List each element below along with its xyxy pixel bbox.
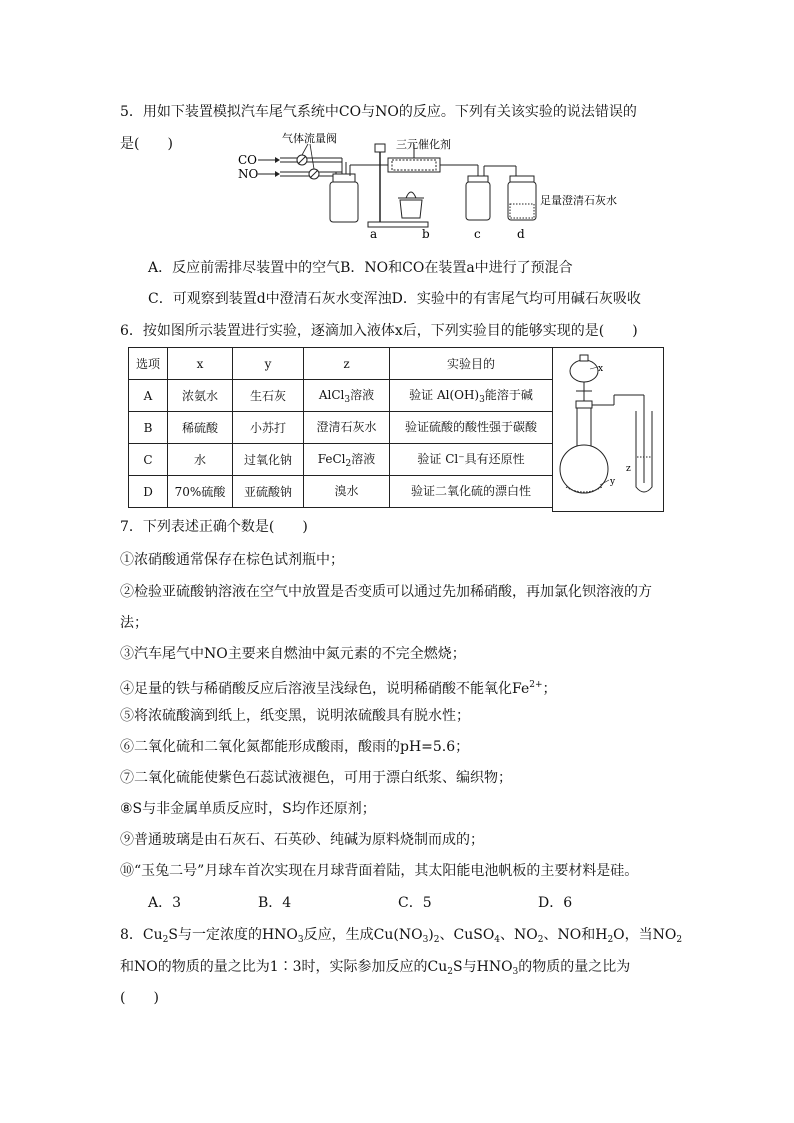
table-row [129,380,553,412]
fig-y-label: y [610,477,616,487]
q7-stem: 7．下列表述正确个数是( ) [120,519,308,535]
q7-statement-10: ⑩“玉兔二号”月球车首次实现在月球背面着陆，其太阳能电池帆板的主要材料是硅。 [120,863,639,879]
q5-options-cd: C．可观察到装置d中澄清石灰水变浑浊D．实验中的有害尾气均可用碱石灰吸收 [148,291,641,307]
y-cell: 小苏打 [233,412,304,444]
option-cell: A [129,380,168,412]
label-a: a [370,227,378,241]
q7-statement-2b: 法； [120,615,148,631]
q5-apparatus-figure [230,130,650,245]
goal-cell: 验证二氧化硫的漂白性 [390,476,553,508]
x-cell: 浓氨水 [168,380,233,412]
q7-statement-8: ⑧S与非金属单质反应时，S均作还原剂； [120,801,376,817]
q7-choice-d: D．6 [538,895,573,911]
table-header-row [129,348,553,380]
q5-stem-line1: 5．用如下装置模拟汽车尾气系统中CO与NO的反应。下列有关该实验的说法错误的 [120,104,637,120]
q7-statement-2a: ②检验亚硫酸钠溶液在空气中放置是否变质可以通过先加稀硝酸，再加氯化钡溶液的方 [120,584,652,600]
q7-statement-9: ⑨普通玻璃是由石灰石、石英砂、纯碱为原料烧制而成的； [120,832,484,848]
q7-choice-c: C．5 [398,895,432,911]
z-cell: FeCl$_2$溶液 [304,444,390,476]
q6-stem: 6．按如图所示装置进行实验，逐滴加入液体x后，下列实验目的能够实现的是( ) [120,323,638,339]
q6-apparatus-figure [552,347,664,512]
q5-options-ab: A．反应前需排尽装置中的空气B．NO和CO在装置a中进行了预混合 [148,260,573,276]
q8-stem-line3: ( ) [120,990,159,1006]
label-b: b [422,227,430,241]
z-cell: 澄清石灰水 [304,412,390,444]
table-header: x [168,348,233,380]
label-d: d [517,227,525,241]
q8-stem-line2: 和NO的物质的量之比为1∶3时，实际参加反应的$Cu_2S$与$HNO_3$的物质的量之比为 [120,959,631,977]
x-cell: 70%硫酸 [168,476,233,508]
table-header: 实验目的 [390,348,553,380]
q7-statement-5: ⑤将浓硫酸滴到纸上，纸变黑，说明浓硫酸具有脱水性； [120,708,470,724]
option-cell: D [129,476,168,508]
q7-statement-3: ③汽车尾气中NO主要来自燃油中氮元素的不完全燃烧； [120,646,466,662]
q6-table [128,347,553,508]
no-label: NO [238,167,259,181]
fig-z-label: z [626,464,631,474]
x-cell: 水 [168,444,233,476]
table-header: z [304,348,390,380]
catalyst-label: 三元催化剂 [396,138,451,151]
z-cell: AlCl$_3$溶液 [304,380,390,412]
flow-valve-label: 气体流量阀 [282,132,337,145]
label-c: c [474,227,481,241]
table-row [129,444,553,476]
table-header: 选项 [129,348,168,380]
goal-cell: 验证 Cl⁻具有还原性 [390,444,553,476]
q8-stem-line1: 8．$Cu_2S$与一定浓度的$HNO_3$反应，生成$Cu(NO_3)_2$、CuSO$_4$、$NO_2$、NO和$H_2O$，当$NO_2$ [120,927,683,945]
goal-cell: 验证硫酸的酸性强于碳酸 [390,412,553,444]
q7-statement-1: ①浓硝酸通常保存在棕色试剂瓶中； [120,552,344,568]
goal-cell: 验证 $Al(OH)_3$能溶于碱 [390,380,553,412]
z-cell: 溴水 [304,476,390,508]
table-row [129,412,553,444]
q7-statement-6: ⑥二氧化硫和二氧化氮都能形成酸雨，酸雨的pH=5.6； [120,739,470,755]
y-cell: 过氧化钠 [233,444,304,476]
q7-choice-b: B．4 [258,895,292,911]
table-header: y [233,348,304,380]
co-label: CO [238,153,258,167]
fig-x-label: x [598,364,604,374]
option-cell: B [129,412,168,444]
q7-statement-4: ④足量的铁与稀硝酸反应后溶液呈浅绿色，说明稀硝酸不能氧化$Fe^{2+}$； [120,680,557,697]
option-cell: C [129,444,168,476]
q7-choice-a: A．3 [148,895,182,911]
x-cell: 稀硫酸 [168,412,233,444]
q7-statement-7: ⑦二氧化硫能使紫色石蕊试液褪色，可用于漂白纸浆、编织物； [120,770,512,786]
limewater-label: 足量澄清石灰水 [540,194,617,207]
y-cell: 亚硫酸钠 [233,476,304,508]
table-row [129,476,553,508]
q5-stem-line2: 是( ) [120,136,173,152]
y-cell: 生石灰 [233,380,304,412]
